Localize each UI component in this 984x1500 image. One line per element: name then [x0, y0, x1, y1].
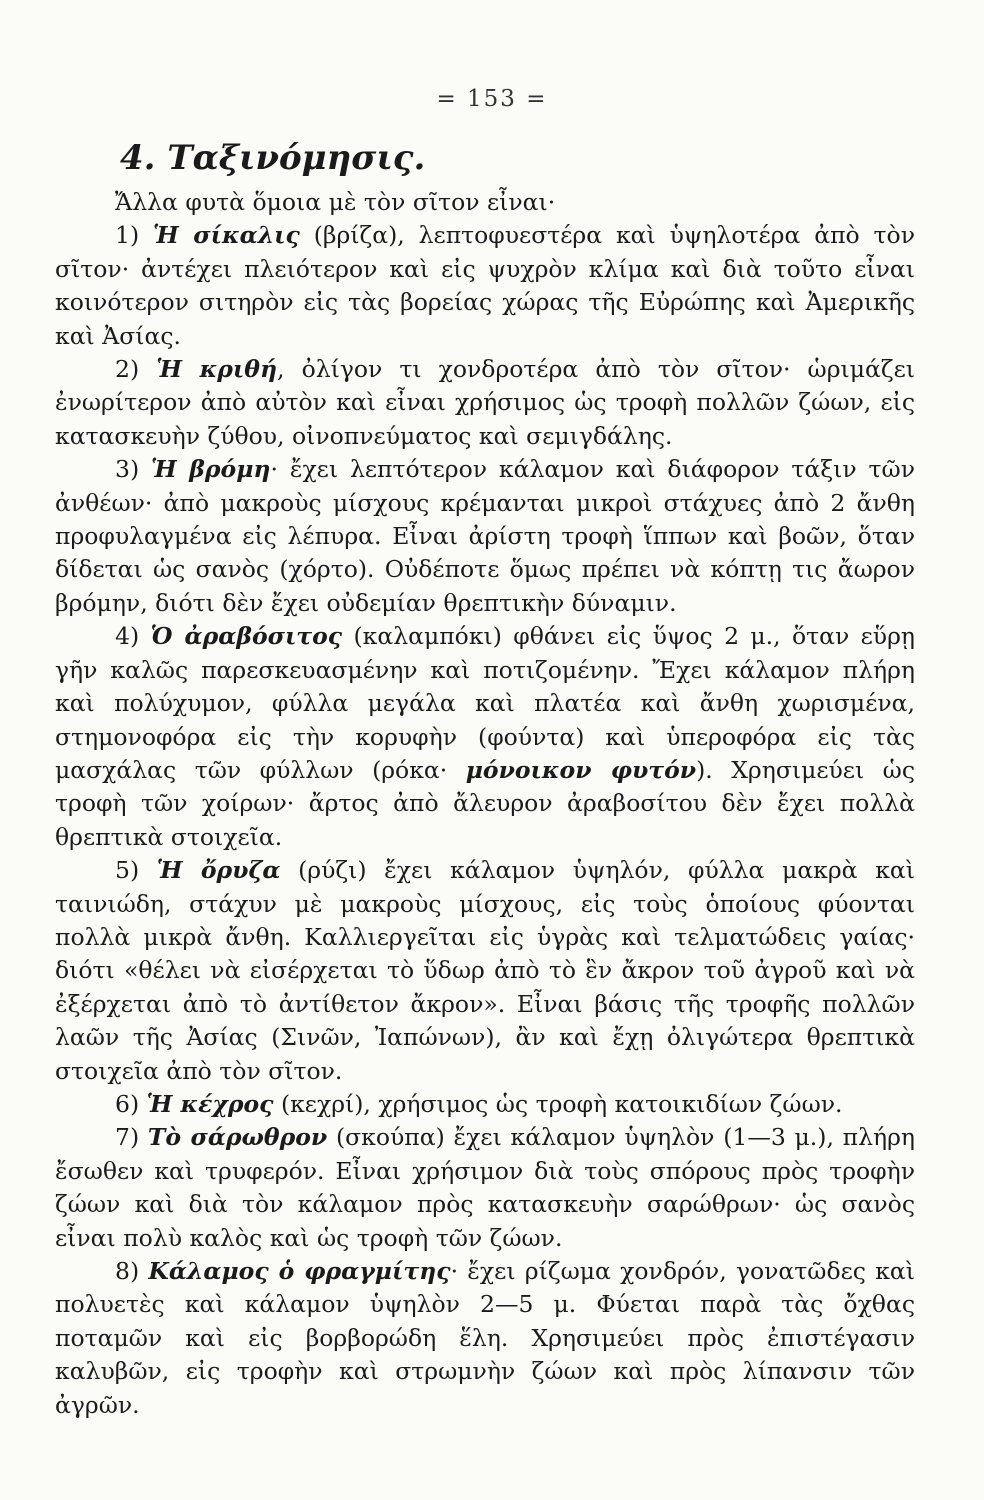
- item-term: Ἡ ὄρυζα: [156, 856, 281, 885]
- item-text-continued: ). Χρησιμεύει ὡς τροφὴ τῶν χοίρων· ἄρτος ἀπὸ ἄλευρον ἀραβοσίτου δὲν ἔχει πολλὰ θρεπτικὰ στοιχεῖα.: [55, 755, 915, 851]
- item-text: · ἔχει ρίζωμα χονδρόν, γονατῶδες καὶ πολυετὲς καὶ κάλαμον ὑψηλὸν 2—5 μ. Φύεται παρὰ τὰς ὄχθας ποταμῶν καὶ εἰς βορβορώδη ἕλη. Χρησιμεύει πρὸς ἐπιστέγασιν καλυβῶν, εἰς τροφὴν καὶ στρωμνὴν ζώων καὶ πρὸς λίπανσιν τῶν ἀγρῶν.: [55, 1257, 915, 1419]
- item-number: 1): [115, 221, 140, 250]
- item-term: Ἡ βρόμη: [151, 455, 271, 484]
- item-term: Ἡ κριθή: [156, 355, 278, 384]
- item-text: (σκούπα) ἔχει κάλαμον ὑψηλὸν (1—3 μ.), πλήρη ἔσωθεν καὶ τρυφερόν. Εἶναι χρήσιμον διὰ τοὺς σπόρους πρὸς τροφὴν ζώων καὶ διὰ τὸν κάλαμον πρὸς κατασκευὴν σαρώθρων· ὡς σανὸς εἶναι πολὺ καλὸς καὶ ὡς τροφὴ τῶν ζώων.: [55, 1123, 915, 1252]
- item-number: 6): [115, 1089, 140, 1118]
- item-term: Κάλαμος ὁ φραγμίτης: [148, 1257, 451, 1285]
- item-broomcorn: [55, 1121, 915, 1255]
- item-text: (καλαμπόκι) φθάνει εἰς ὕψος 2 μ., ὅταν εὕρῃ γῆν καλῶς παρεσκευασμένην καὶ ποτιζομένην. Ἔχει κάλαμον πλήρη καὶ πολύχυμον, φύλλα μεγάλα καὶ πλατέα καὶ ἄνθη χωρισμένα, στημονοφόρα εἰς τὴν κορυφὴν (φούντα) καὶ ὑπεροφόρα εἰς τὰς μασχάλας τῶν φύλλων (ρόκα·: [55, 622, 915, 784]
- item-number: 7): [115, 1123, 140, 1152]
- item-text: (ρύζι) ἔχει κάλαμον ὑψηλόν, φύλλα μακρὰ καὶ ταινιώδη, στάχυν μὲ μακροὺς μίσχους, εἰς τοὺς ὁποίους φύονται πολλὰ μικρὰ ἄνθη. Καλλιεργεῖται εἰς ὑγρὰς καὶ τελματώδεις γαίας· διότι «θέλει νὰ εἰσέρχεται τὸ ὕδωρ ἀπὸ τὸ ἓν ἄκρον τοῦ ἀγροῦ καὶ νὰ ἐξέρχεται ἀπὸ τὸ ἀντίθετον ἄκρον». Εἶναι βάσις τῆς τροφῆς πολλῶν λαῶν τῆς Ἀσίας (Σινῶν, Ἰαπώνων), ἂν καὶ ἔχῃ ὀλιγώτερα θρεπτικὰ στοιχεῖα ἀπὸ τὸν σῖτον.: [55, 856, 915, 1085]
- item-barley: [55, 353, 915, 453]
- item-term: Ἡ κέχρος: [146, 1089, 274, 1118]
- item-oats: [55, 453, 915, 620]
- section-title: 4. Ταξινόμησις.: [120, 138, 426, 178]
- item-rice: [55, 854, 915, 1088]
- item-term: Ἡ σίκαλις: [153, 221, 300, 250]
- item-number: 8): [115, 1257, 140, 1285]
- item-maize: [55, 620, 915, 854]
- item-term-secondary: μόνοικον φυτόν: [465, 755, 697, 784]
- item-text: (βρίζα), λεπτοφυεστέρα καὶ ὑψηλοτέρα ἀπὸ τὸν σῖτον· ἀντέχει πλειότερον καὶ εἰς ψυχρὸν κλίμα καὶ διὰ τοῦτο εἶναι κοινότερον σιτηρὸν εἰς τὰς βορείας χώρας τῆς Εὐρώπης καὶ Ἀμερικῆς καὶ Ἀσίας.: [55, 221, 915, 350]
- intro-paragraph: Ἄλλα φυτὰ ὅμοια μὲ τὸν σῖτον εἶναι·: [115, 188, 556, 216]
- item-number: 2): [115, 355, 140, 384]
- item-text: , ὀλίγον τι χονδροτέρα ἀπὸ τὸν σῖτον· ὡριμάζει ἐνωρίτερον ἀπὸ αὐτὸν καὶ εἶναι χρήσιμος ὡς τροφὴ πολλῶν ζώων, εἰς κατασκευὴν ζύθου, οἰνοπνεύματος καὶ σεμιγδάλης.: [55, 355, 915, 450]
- page-number: = 153 =: [436, 86, 548, 112]
- item-number: 5): [115, 856, 140, 885]
- item-secale: [55, 219, 915, 353]
- item-text: · ἔχει λεπτότερον κάλαμον καὶ διάφορον τάξιν τῶν ἀνθέων· ἀπὸ μακροὺς μίσχους κρέμανται μικροὶ στάχυες ἀπὸ 2 ἄνθη προφυλαγμένα εἰς λέπυρα. Εἶναι ἀρίστη τροφὴ ἵππων καὶ βοῶν, ὅταν δίδεται ὡς σανὸς (χόρτο). Οὐδέποτε ὅμως πρέπει νὰ κόπτῃ τις ἄωρον βρόμην, διότι δὲν ἔχει οὐδεμίαν θρεπτικὴν δύναμιν.: [55, 455, 916, 617]
- item-number: 4): [115, 622, 140, 651]
- item-number: 3): [115, 455, 140, 484]
- item-reed: [55, 1255, 915, 1422]
- item-term: Τὸ σάρωθρον: [147, 1123, 328, 1152]
- item-term: Ὁ ἀραβόσιτος: [150, 622, 343, 651]
- item-millet: [55, 1088, 915, 1121]
- item-text: (κεχρί), χρήσιμος ὡς τροφὴ κατοικιδίων ζώων.: [273, 1089, 843, 1118]
- body-text: [55, 186, 915, 1422]
